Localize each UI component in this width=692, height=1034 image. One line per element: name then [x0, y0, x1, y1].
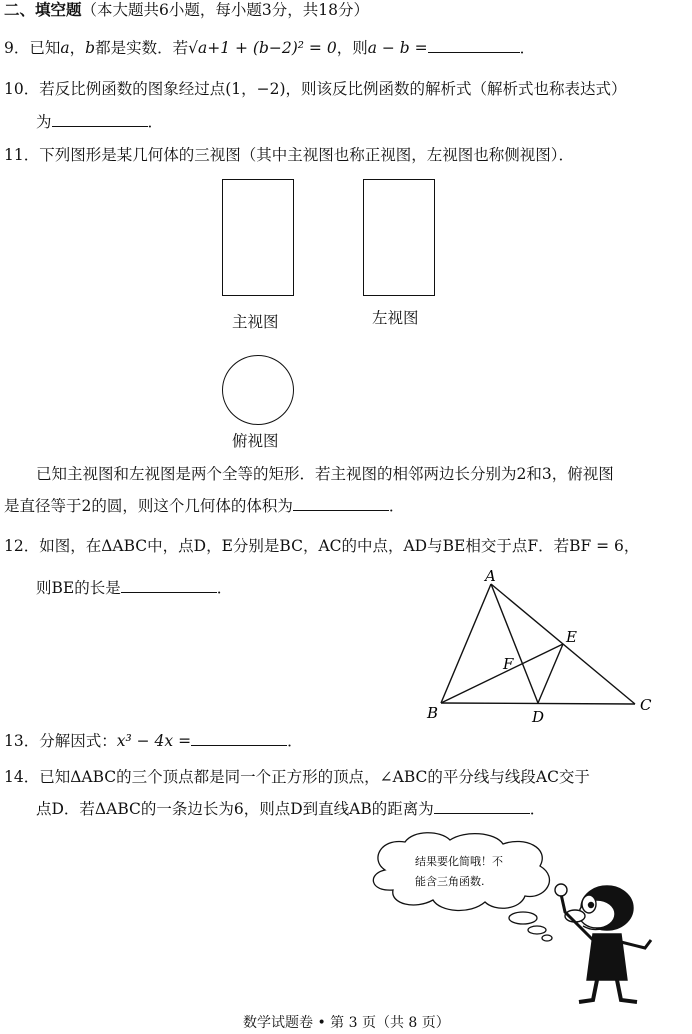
q10-line2-pre: 为 — [36, 113, 52, 131]
q14-end: ． — [529, 800, 546, 818]
question-9 — [4, 38, 535, 58]
q14-number: 14． — [4, 768, 40, 786]
front-view-label: 主视图 — [232, 313, 279, 331]
segment-be — [441, 644, 563, 703]
q9-then: ，则 — [336, 39, 368, 57]
cartoon-illustration — [365, 830, 665, 1010]
question-12 — [4, 536, 639, 556]
section-note: （本大题共6小题，每小题3分，共18分） — [81, 1, 369, 19]
answer-blank-q9[interactable] — [428, 38, 520, 53]
segment-ab — [441, 584, 491, 703]
q11-number: 11． — [4, 146, 40, 164]
top-view-circle — [222, 355, 294, 425]
q13-pre: 分解因式： — [39, 732, 117, 750]
q9-number: 9． — [4, 39, 30, 57]
q12-line2-pre: 则BE的长是 — [36, 579, 121, 597]
question-14 — [4, 767, 590, 787]
q11-text1: 已知主视图和左视图是两个全等的矩形．若主视图的相邻两边长分别为2和3，俯视图 — [36, 465, 614, 483]
cartoon-character-icon — [555, 884, 651, 1002]
answer-blank-q13[interactable] — [191, 731, 287, 746]
point-b-label: B — [427, 704, 439, 722]
q9-pre: 已知 — [29, 39, 61, 57]
q12-end: ． — [216, 579, 233, 597]
point-e-label: E — [566, 628, 577, 646]
question-14-line2 — [36, 799, 545, 819]
q11-text2 — [4, 496, 404, 516]
q9-sep: ， — [69, 39, 86, 57]
bubble-line2: 能含三角函数. — [415, 875, 485, 888]
q11-end: ． — [388, 497, 405, 515]
left-view-label: 左视图 — [372, 309, 419, 327]
q11-line1: 下列图形是某几何体的三视图（其中主视图也称正视图，左视图也称侧视图）． — [39, 146, 574, 164]
question-10-line2 — [36, 112, 163, 132]
q14-line1: 已知ΔABC的三个顶点都是同一个正方形的顶点，∠ABC的平分线与线段AC交于 — [39, 768, 590, 786]
q9-var-b: b — [85, 39, 96, 57]
answer-blank-q11[interactable] — [293, 496, 389, 511]
q11-text2-pre: 是直径等于2的圆，则这个几何体的体积为 — [4, 497, 293, 515]
answer-blank-q12[interactable] — [121, 578, 217, 593]
q9-expression: √a+1 + (b−2)² = 0 — [188, 39, 337, 57]
q12-number: 12． — [4, 537, 40, 555]
answer-blank-q10[interactable] — [52, 112, 148, 127]
question-13 — [4, 731, 303, 751]
q12-line1: 如图，在ΔABC中，点D，E分别是BC，AC的中点，AD与BE相交于点F．若BF = 6， — [39, 537, 640, 555]
left-view-rectangle — [363, 179, 435, 296]
q14-line2-pre: 点D．若ΔABC的一条边长为6，则点D到直线AB的距离为 — [36, 800, 434, 818]
point-f-label: F — [503, 655, 514, 673]
point-a-label: A — [485, 567, 496, 585]
q13-number: 13． — [4, 732, 40, 750]
q13-end: ． — [287, 732, 303, 750]
q9-mid: 都是实数．若 — [95, 39, 189, 57]
bubble-line1: 结果要化简哦！不 — [415, 855, 503, 868]
q10-number: 10． — [4, 80, 40, 98]
q9-ask: a − b = — [367, 39, 428, 57]
question-12-line2 — [36, 578, 232, 598]
triangle-abc-figure — [420, 565, 660, 725]
section-title: 二、填空题 — [4, 0, 82, 19]
segment-bc — [441, 703, 635, 704]
front-view-rectangle — [222, 179, 294, 296]
q10-line1: 若反比例函数的图象经过点(1，−2)，则该反比例函数的解析式（解析式也称表达式） — [39, 80, 627, 98]
q13-expression: x³ − 4x = — [116, 732, 192, 750]
section-header — [4, 0, 369, 20]
point-d-label: D — [532, 708, 545, 725]
q10-end: ． — [147, 113, 164, 131]
top-view-label: 俯视图 — [232, 432, 279, 450]
page-footer: 数学试题卷 • 第 3 页（共 8 页） — [243, 1015, 450, 1031]
question-11 — [4, 145, 574, 165]
q9-var-a: a — [60, 39, 70, 57]
segment-de — [538, 644, 563, 703]
answer-blank-q14[interactable] — [434, 799, 530, 814]
point-c-label: C — [640, 696, 652, 714]
segment-ad — [491, 584, 538, 703]
question-10 — [4, 79, 627, 99]
q9-end: ． — [519, 39, 536, 57]
